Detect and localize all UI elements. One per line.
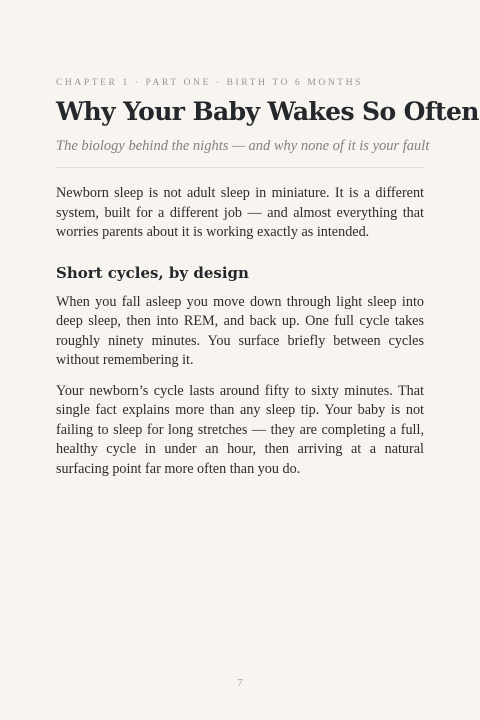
body-paragraph-2: Your newborn’s cycle lasts around fifty to sixty minutes. That single fact explains more than any sleep tip. Your baby is not failing to sleep for long stretches — they are completing a full, healthy cycle in under an hour, then arriving at a natural surfacing point far more often than you do. <box>56 382 424 477</box>
body-paragraph-1: When you fall asleep you move down through light sleep into deep sleep, then into REM, and back up. One full cycle takes roughly ninety minutes. You surface briefly between cycles without remembering it. <box>56 293 424 368</box>
title-divider <box>56 167 424 168</box>
chapter-subtitle: The biology behind the nights — and why none of it is your fault <box>56 138 430 154</box>
section-heading: Short cycles, by design <box>56 263 249 282</box>
chapter-title: Why Your Baby Wakes So Often <box>56 97 479 126</box>
chapter-eyebrow: CHAPTER 1 · PART ONE · BIRTH TO 6 MONTHS <box>56 78 364 88</box>
page-number: 7 <box>237 678 243 689</box>
intro-paragraph: Newborn sleep is not adult sleep in miniature. It is a different system, built for a different job — and almost everything that worries parents about it is working exactly as intended. <box>56 185 424 240</box>
page-content <box>56 76 479 479</box>
